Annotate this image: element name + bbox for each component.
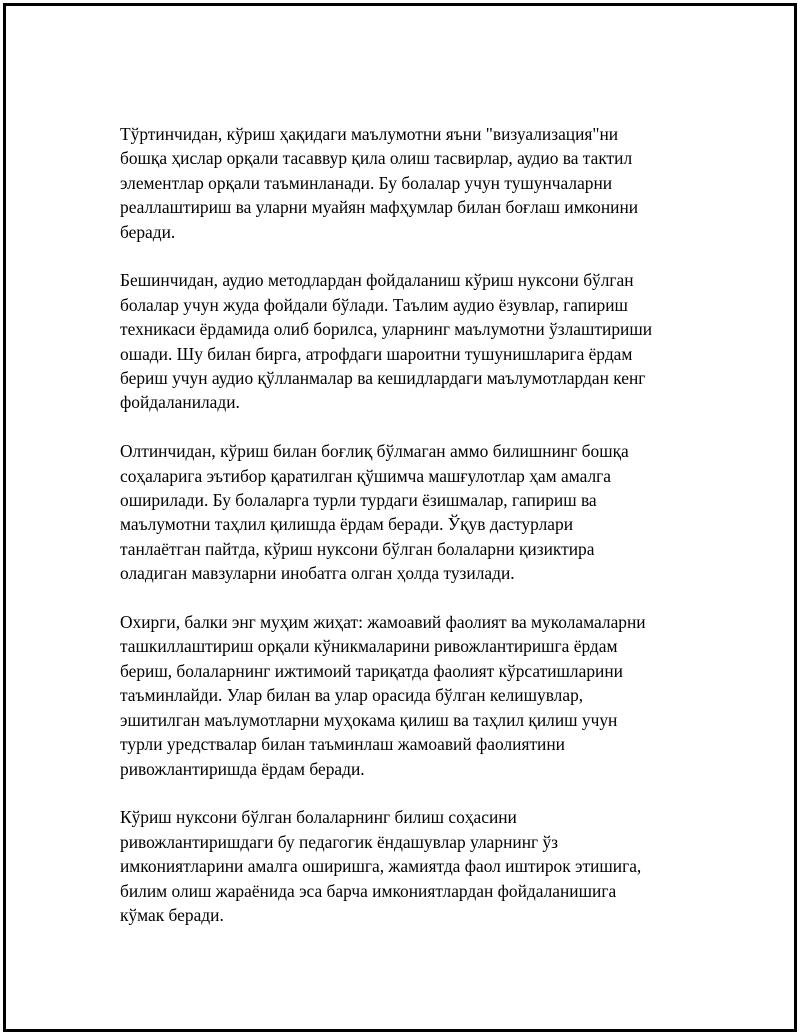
paragraph-conclusion: Кўриш нуксони бўлган болаларнинг билиш соҳасини ривожлантиришдаги бу педагогик ёндашувлар уларнинг ўз имкониятларини амалга оширишга, жамиятда фаол иштирок этишига, билим олиш жараёнида эса барча имкониятлардан фойдаланишига кўмак беради. [120,807,642,925]
document-body [120,122,700,927]
paragraph-5th: Бешинчидан, аудио методлардан фойдаланиш кўриш нуксони бўлган болалар учун жуда фойдали бўлади. Таълим аудио ёзувлар, гапириш техникаси ёрдамида олиб борилса, уларнинг маълумотни ўзлаштириши ошади. Шу билан бирга, атрофдаги шароитни тушунишларига ёрдам бериш учун аудио қўлланмалар ва кешидлардаги маълумотлардан кенг фойдаланилади. [120,270,653,413]
paragraph-4th: Тўртинчидан, кўриш ҳақидаги маълумотни яъни "визуализация"ни бошқа ҳислар орқали тасаввур қила олиш тасвирлар, аудио ва тактил элементлар орқали таъминланади. Бу болалар учун тушунчаларни реаллаштириш ва уларни муайян мафҳумлар билан боғлаш имконини беради. [120,124,639,242]
page-frame [3,3,797,1032]
paragraph-last-aspect: Охирги, балки энг муҳим жиҳат: жамоавий фаолият ва муколамаларни ташкиллаштириш орқали кўникмаларини ривожлантиришга ёрдам бериш, болаларнинг ижтимоий тариқатда фаолият кўрсатишларини таъминлайди. Улар билан ва улар орасида бўлган келишувлар, эшитилган маълумотларни муҳокама қилиш ва таҳлил қилиш учун турли уредствалар билан таъминлаш жамоавий фаолиятини ривожлантиришда ёрдам беради. [120,612,646,779]
paragraph-6th: Олтинчидан, кўриш билан боғлиқ бўлмаган аммо билишнинг бошқа соҳаларига эътибор қаратилган қўшимча машғулотлар ҳам амалга оширилади. Бу болаларга турли турдаги ёзишмалар, гапириш ва маълумотни таҳлил қилишда ёрдам беради. Ўқув дастурлари танлаётган пайтда, кўриш нуксони бўлган болаларни қизиктира оладиган мавзуларни инобатга олган ҳолда тузилади. [120,441,629,584]
